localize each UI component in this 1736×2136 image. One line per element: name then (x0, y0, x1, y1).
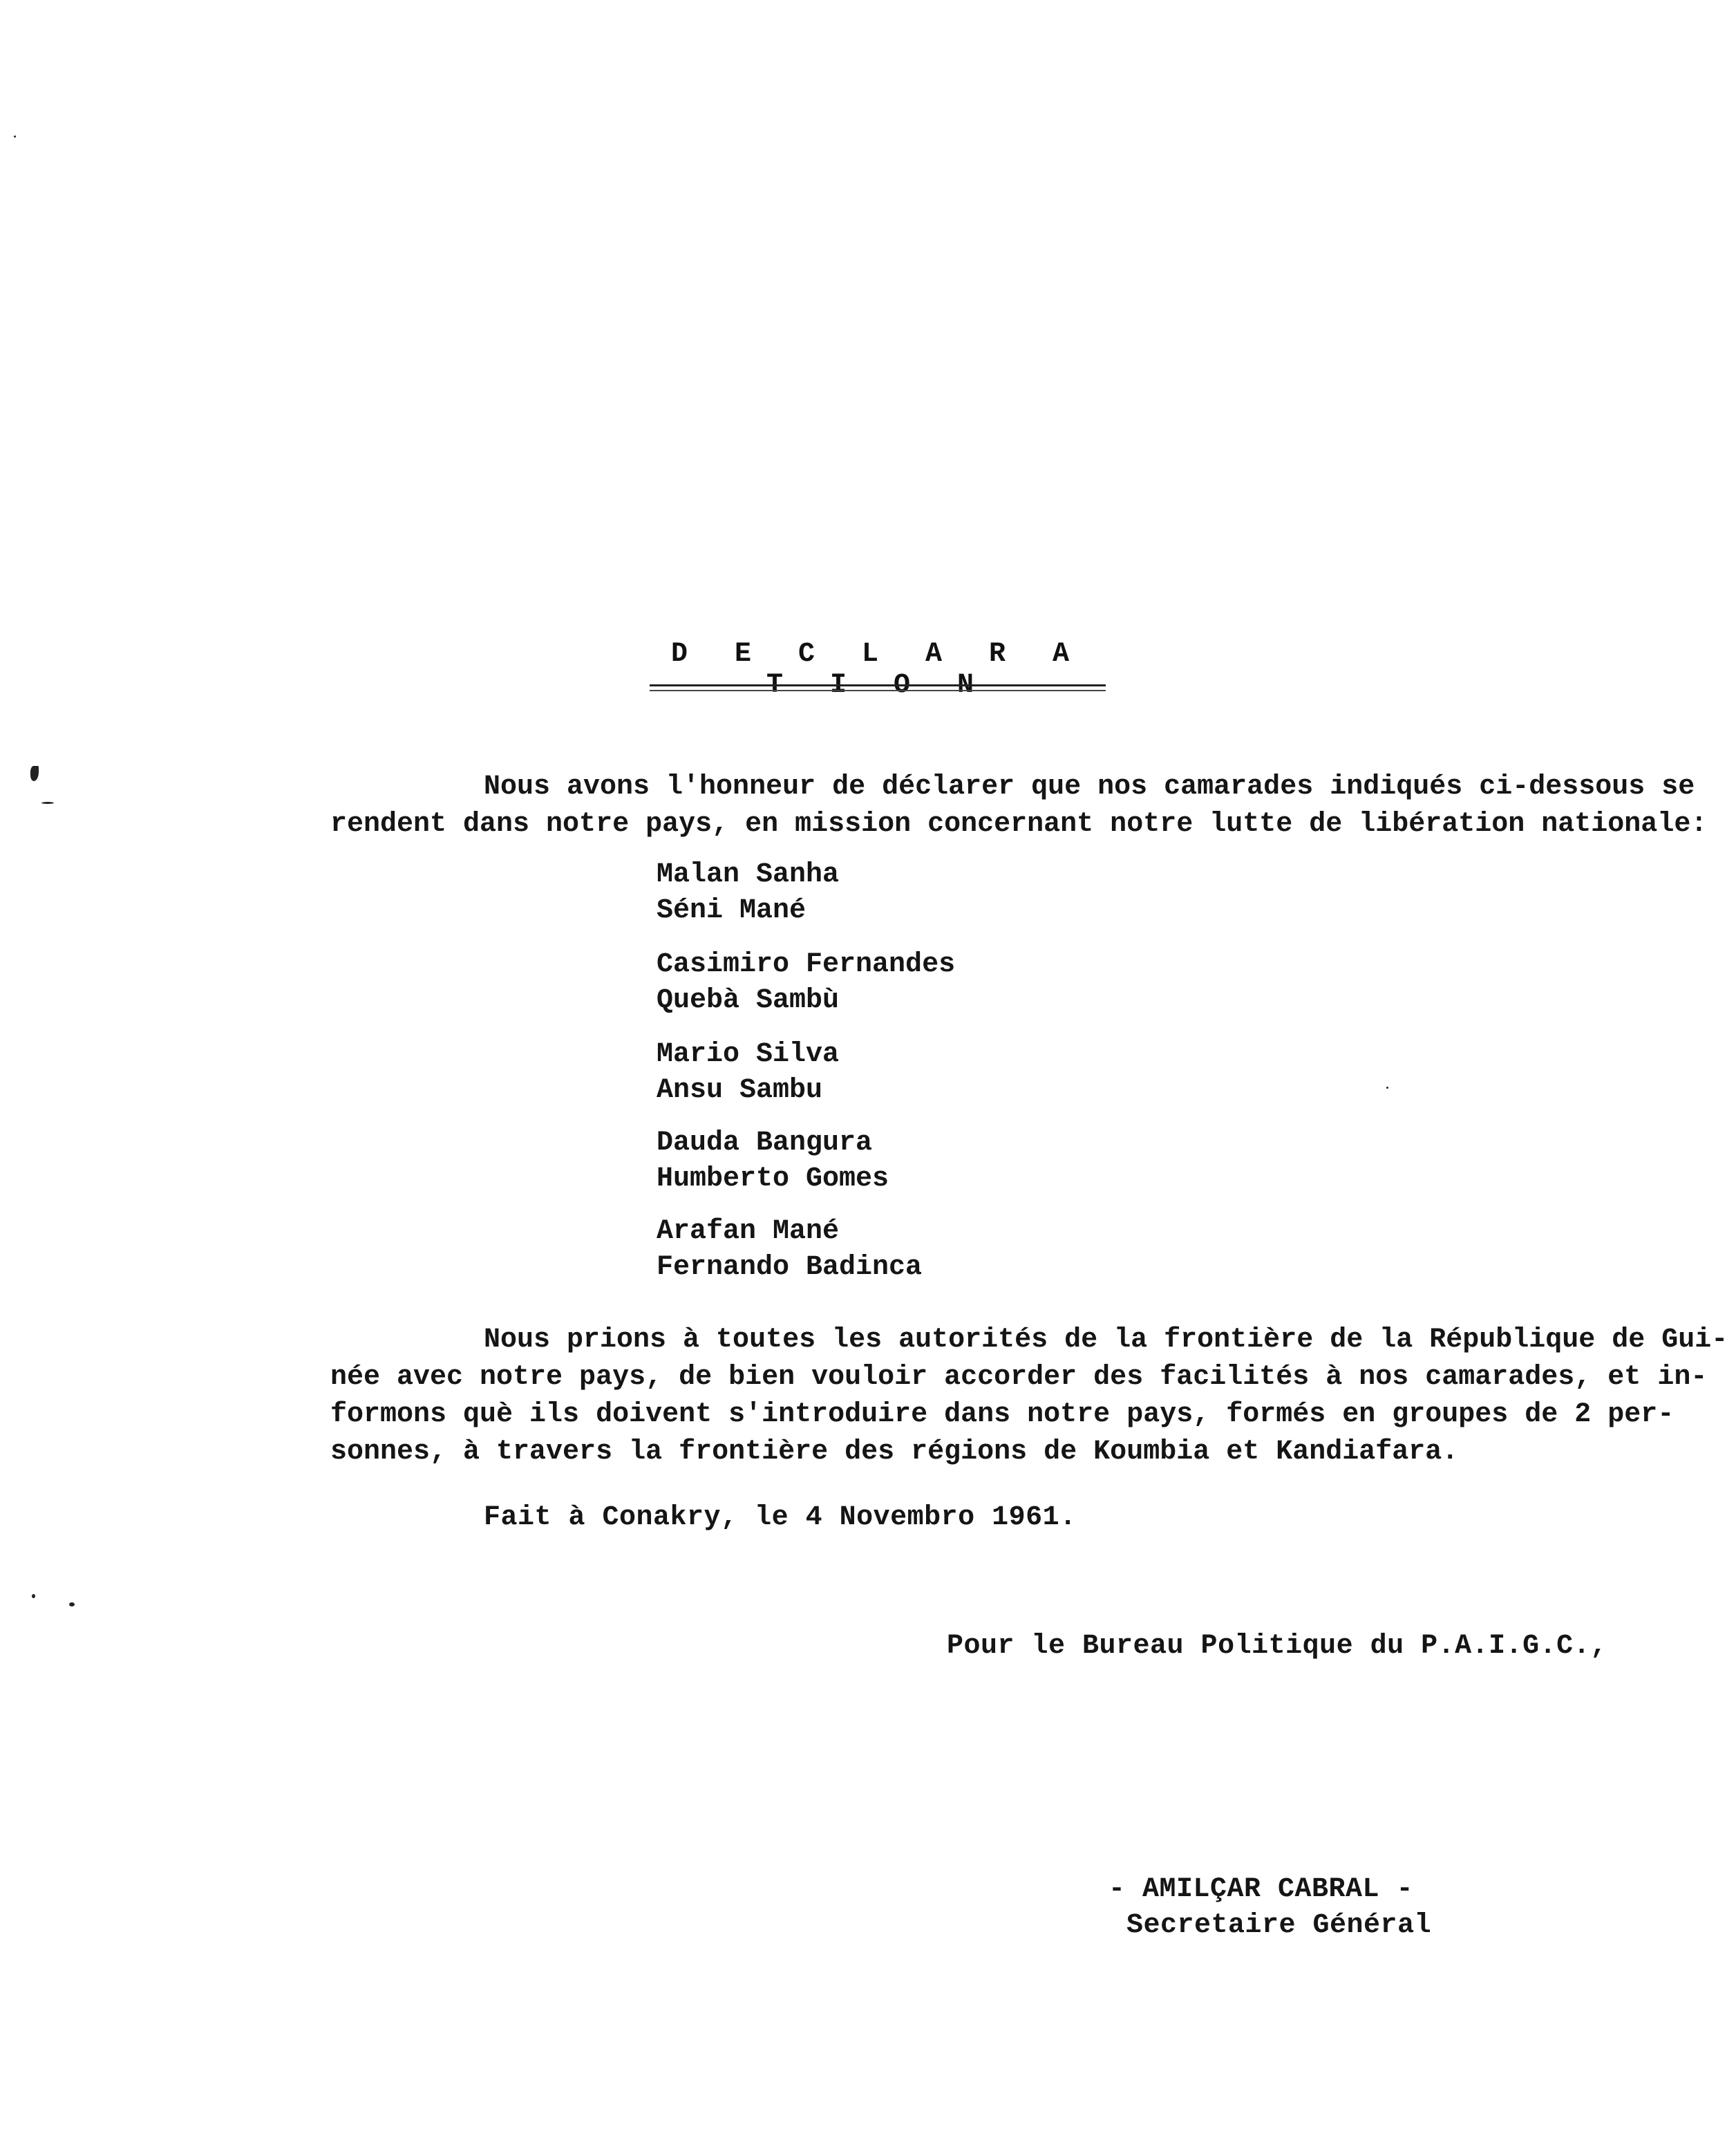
name-entry: Mario Silva (657, 1039, 840, 1070)
name-group-3 (657, 1037, 839, 1109)
place-date: Fait à Conakry, le 4 Novembro 1961. (484, 1502, 1077, 1533)
scan-speck (30, 766, 39, 781)
signatory-name: - AMILÇAR CABRAL - (1108, 1874, 1414, 1905)
name-entry: Fernando Badinca (657, 1252, 923, 1283)
signatory-title: Secretaire Général (1126, 1910, 1432, 1941)
request-line-3: formons què ils doivent s'introduire dans notre pays, formés en groupes de 2 per- (330, 1399, 1674, 1430)
name-group-1 (657, 857, 839, 929)
name-group-2 (657, 947, 955, 1019)
name-entry: Dauda Bangura (657, 1127, 873, 1159)
name-entry: Malan Sanha (657, 859, 840, 890)
name-group-4 (657, 1125, 889, 1197)
on-behalf-line: Pour le Bureau Politique du P.A.I.G.C., (947, 1631, 1607, 1662)
intro-line-2: rendent dans notre pays, en mission concernant notre lutte de libération nationale: (330, 809, 1708, 840)
name-entry: Humberto Gomes (657, 1163, 889, 1195)
scan-speck (69, 1602, 75, 1606)
title-underline-second (650, 690, 1106, 691)
request-line-4: sonnes, à travers la frontière des régions de Koumbia et Kandiafara. (330, 1436, 1459, 1468)
intro-paragraph (330, 769, 1706, 843)
scan-speck (14, 135, 16, 138)
name-group-5 (657, 1214, 922, 1286)
scan-speck (1386, 1087, 1388, 1089)
name-entry: Quebà Sambù (657, 985, 840, 1016)
name-entry: Casimiro Fernandes (657, 949, 956, 980)
title-underline (650, 684, 1106, 686)
name-entry: Ansu Sambu (657, 1075, 823, 1106)
document-title: D E C L A R A T I O N (670, 639, 1085, 701)
intro-line-1: Nous avons l'honneur de déclarer que nos camarades indiqués ci-dessous se (484, 771, 1695, 803)
scan-speck (32, 1594, 35, 1598)
scan-speck (41, 802, 54, 804)
request-line-1: Nous prions à toutes les autorités de la frontière de la République de Gui- (484, 1324, 1728, 1356)
request-paragraph (330, 1322, 1728, 1471)
name-entry: Arafan Mané (657, 1216, 840, 1247)
request-line-2: née avec notre pays, de bien vouloir accorder des facilités à nos camarades, et in- (330, 1362, 1708, 1393)
name-entry: Séni Mané (657, 895, 806, 926)
